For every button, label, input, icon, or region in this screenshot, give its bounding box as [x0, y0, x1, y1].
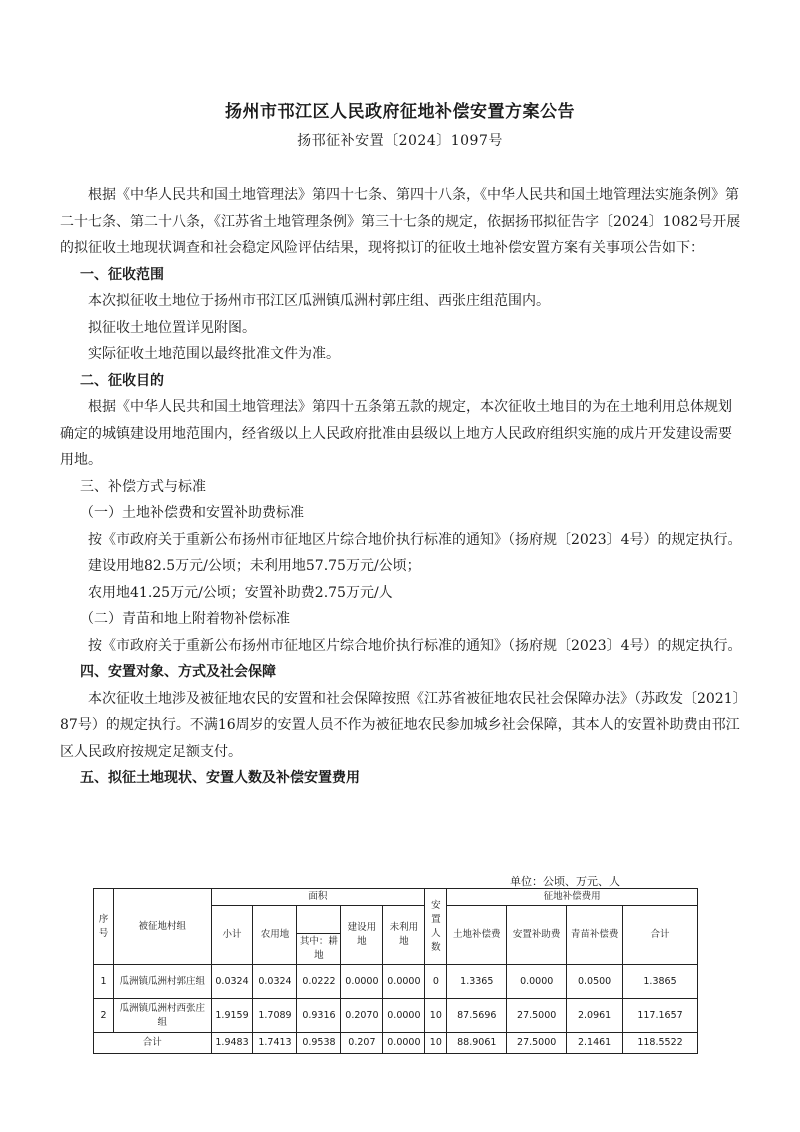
document-title: 扬州市邗江区人民政府征地补偿安置方案公告	[225, 102, 575, 122]
section4-paragraph-1: 本次征收土地涉及被征地农民的安置和社会保障按照《江苏省被征地农民社会保障办法》（苏政发〔2021〕87号）的规定执行。不满16周岁的安置人员不作为被征地农民参加城乡社会保障，其本人的安置补助费由邗江区人民政府按规定足额支付。	[60, 690, 740, 760]
cell-group: 瓜洲镇瓜洲村郭庄组	[113, 965, 211, 999]
cell-crops: 2.0961	[567, 999, 623, 1033]
header-persons: 安置人数	[425, 889, 447, 965]
header-crops: 青苗补偿费	[567, 906, 623, 965]
header-resettle-sub: 安置补助费	[507, 906, 567, 965]
cell-resettle-sub: 0.0000	[507, 965, 567, 999]
cell-seq: 2	[94, 999, 114, 1033]
cell-arable: 0.9316	[297, 999, 341, 1033]
header-of-which-arable: 其中：耕地	[297, 934, 341, 965]
cell-sum-persons: 10	[425, 1033, 447, 1054]
cell-unused: 0.0000	[383, 999, 425, 1033]
header-unused: 未利用地	[383, 906, 425, 965]
section2-paragraph-1: 根据《中华人民共和国土地管理法》第四十五条第五款的规定，本次征收土地目的为在土地利用总体规划确定的城镇建设用地范围内，经省级以上人民政府批准由县级以上地方人民政府组织实施的成片开发建设需要用地。	[60, 399, 732, 468]
cell-subtotal: 1.9159	[211, 999, 253, 1033]
section3-subheading-2: （二）青苗和地上附着物补偿标准	[80, 611, 290, 627]
compensation-table	[93, 888, 698, 1054]
cell-sum-total: 118.5522	[623, 1033, 698, 1054]
section1-paragraph-1: 本次拟征收土地位于扬州市邗江区瓜洲镇瓜洲村郭庄组、西张庄组范围内。	[88, 293, 550, 309]
header-area: 面积	[211, 889, 425, 906]
section5-heading: 五、拟征土地现状、安置人数及补偿安置费用	[80, 770, 360, 786]
section3-sub1-paragraph-1: 按《市政府关于重新公布扬州市征地区片综合地价执行标准的通知》（扬府规〔2023〕4号）的规定执行。	[88, 531, 742, 548]
header-subtotal: 小计	[211, 906, 253, 965]
section3-sub1-paragraph-3: 农用地41.25万元/公顷；安置补助费2.75万元/人	[88, 584, 393, 601]
cell-construction: 0.0000	[341, 965, 383, 999]
section1-paragraph-2: 拟征收土地位置详见附图。	[88, 319, 256, 336]
cell-sum-construction: 0.207	[341, 1033, 383, 1054]
section3-heading: 三、补偿方式与标准	[80, 478, 206, 495]
cell-seq: 1	[94, 965, 114, 999]
cell-land-comp: 1.3365	[447, 965, 507, 999]
table-row	[94, 965, 698, 999]
section2-heading: 二、征收目的	[80, 372, 164, 389]
header-group: 被征地村组	[113, 889, 211, 965]
table-unit-note: 单位：公顷、万元、人	[510, 875, 620, 888]
header-total: 合计	[623, 906, 698, 965]
cell-land-comp: 87.5696	[447, 999, 507, 1033]
header-seq: 序号	[94, 889, 114, 965]
cell-construction: 0.2070	[341, 999, 383, 1033]
document-body	[60, 182, 744, 792]
cell-sum-arable: 0.9538	[297, 1033, 341, 1054]
cell-subtotal: 0.0324	[211, 965, 253, 999]
header-arable-spacer	[297, 906, 341, 934]
section1-paragraph-3: 实际征收土地范围以最终批准文件为准。	[88, 346, 340, 362]
cell-sum-unused: 0.0000	[383, 1033, 425, 1054]
table-sum-row	[94, 1033, 698, 1054]
cell-group: 瓜洲镇瓜洲村西张庄组	[113, 999, 211, 1033]
section1-heading: 一、征收范围	[80, 266, 164, 283]
cell-total: 117.1657	[623, 999, 698, 1033]
cell-resettle-sub: 27.5000	[507, 999, 567, 1033]
cell-crops: 0.0500	[567, 965, 623, 999]
section3-subheading-1: （一）土地补偿费和安置补助费标准	[80, 505, 304, 521]
cell-unused: 0.0000	[383, 965, 425, 999]
header-land-comp: 土地补偿费	[447, 906, 507, 965]
cell-persons: 0	[425, 965, 447, 999]
cell-sum-farmland: 1.7413	[253, 1033, 297, 1054]
header-construction: 建设用地	[341, 906, 383, 965]
cell-sum-label: 合计	[94, 1033, 212, 1054]
intro-paragraph: 根据《中华人民共和国土地管理法》第四十七条、第四十八条，《中华人民共和国土地管理法实施条例》第二十七条、第二十八条，《江苏省土地管理条例》第三十七条的规定，依据扬邗拟征告字〔2024〕1082号开展的拟征收土地现状调查和社会稳定风险评估结果，现将拟订的征收土地补偿安置方案有关事项公告如下：	[60, 187, 741, 256]
section3-sub2-paragraph-1: 按《市政府关于重新公布扬州市征地区片综合地价执行标准的通知》（扬府规〔2023〕4号）的规定执行。	[88, 637, 742, 654]
cell-persons: 10	[425, 999, 447, 1033]
cell-farmland: 1.7089	[253, 999, 297, 1033]
header-farmland: 农用地	[253, 906, 297, 965]
cell-sum-subtotal: 1.9483	[211, 1033, 253, 1054]
header-fees: 征地补偿费用	[447, 889, 698, 906]
section4-heading: 四、安置对象、方式及社会保障	[80, 664, 276, 680]
cell-sum-resettle-sub: 27.5000	[507, 1033, 567, 1054]
cell-arable: 0.0222	[297, 965, 341, 999]
cell-sum-land-comp: 88.9061	[447, 1033, 507, 1054]
document-number: 扬邗征补安置〔2024〕1097号	[297, 133, 503, 149]
section3-sub1-paragraph-2: 建设用地82.5万元/公顷；未利用地57.75万元/公顷；	[88, 558, 421, 574]
cell-total: 1.3865	[623, 965, 698, 999]
table-header-row-1	[94, 889, 698, 906]
cell-sum-crops: 2.1461	[567, 1033, 623, 1054]
table-row	[94, 999, 698, 1033]
cell-farmland: 0.0324	[253, 965, 297, 999]
